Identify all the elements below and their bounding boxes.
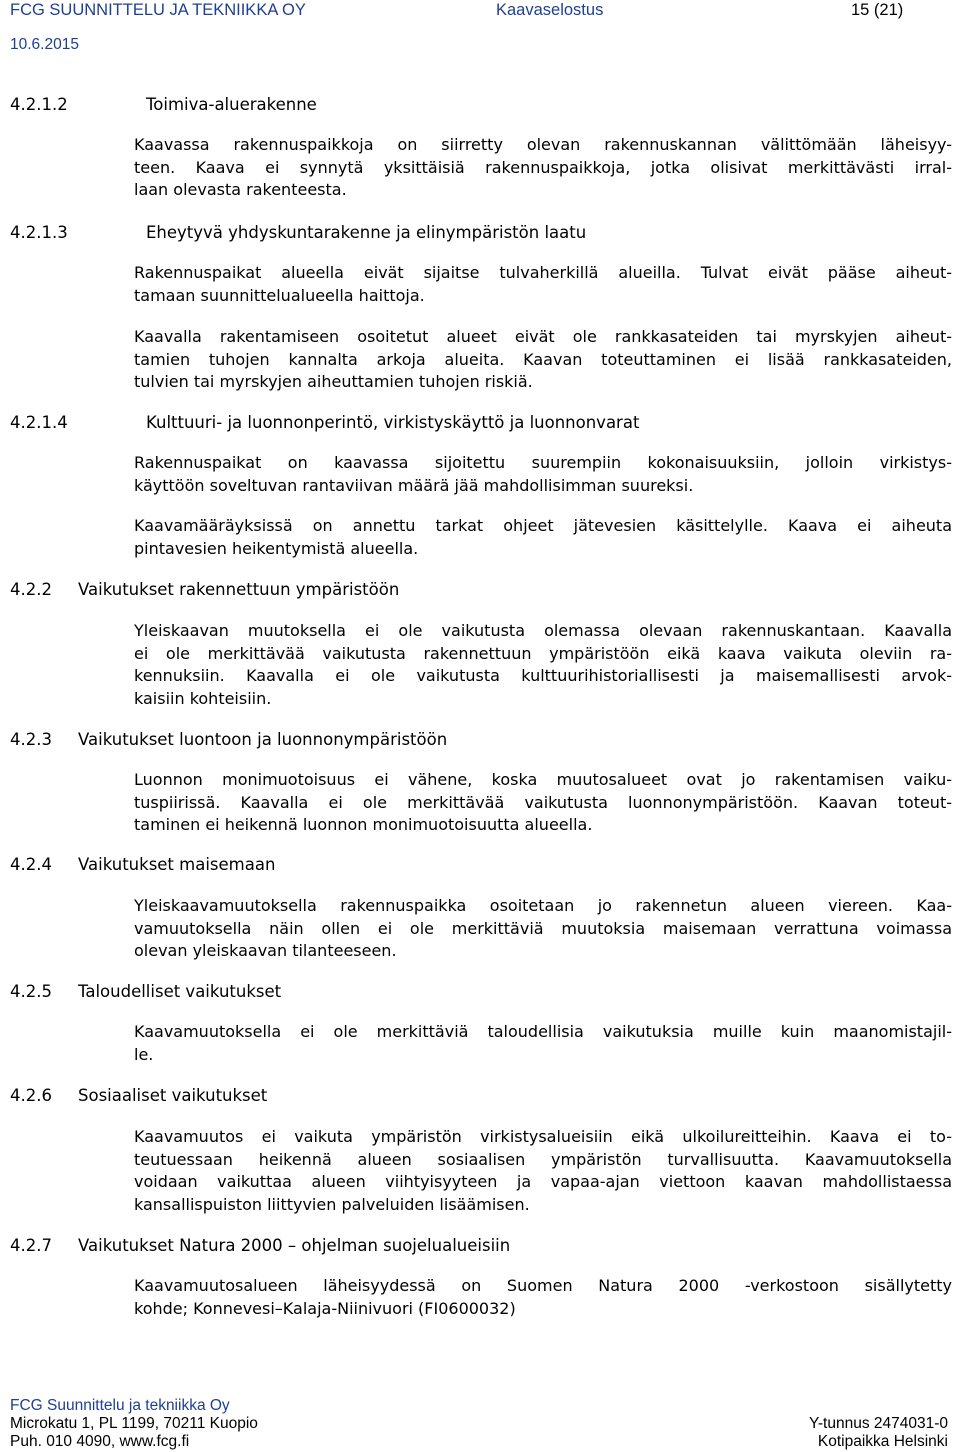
header-page-number: 15 (21) — [851, 1, 904, 19]
section-title: Toimiva-aluerakenne — [146, 95, 317, 114]
text-line: kansallispuiston liittyvien palveluiden lisäämisen. — [134, 1194, 530, 1214]
text-line: tamaan suunnittelualueella haittoja. — [134, 285, 425, 305]
text-line: teen. Kaava ei synnytä yksittäisiä rakennuspaikkoja, jotka olisivat merkittävästi irral- — [134, 157, 952, 177]
section-number: 4.2.4 — [10, 855, 52, 874]
footer-phone: Puh. 010 4090, www.fcg.fi — [10, 1433, 190, 1450]
header-doc-type: Kaavaselostus — [496, 1, 604, 19]
text-line: Yleiskaavamuutoksella rakennuspaikka osoitetaan jo rakennetun alueen viereen. Kaa- — [134, 896, 952, 915]
text-line: kaisiin kohteisiin. — [134, 688, 272, 708]
section-number: 4.2.3 — [10, 730, 52, 749]
text-line: vamuutoksella näin ollen ei ole merkittäviä muutoksia maisemaan verrattuna voimassa — [134, 918, 952, 938]
text-line: Kaavamuutos ei vaikuta ympäristön virkistysalueisiin eikä ulkoilureitteihin. Kaava ei to- — [134, 1127, 952, 1146]
text-line: ei ole merkittävää vaikutusta rakennettuun ympäristöön eikä kaava vaikuta oleviin ra- — [134, 643, 952, 663]
footer-domicile: Kotipaikka Helsinki — [817, 1433, 948, 1450]
section-title: Vaikutukset rakennettuun ympäristöön — [78, 580, 400, 599]
section-number: 4.2.1.2 — [10, 95, 68, 114]
section-number: 4.2.2 — [10, 580, 52, 599]
text-line: kennuksiin. Kaavalla ei ole vaikutusta kulttuurihistoriallisesti ja maisemallisesti arvok- — [134, 666, 952, 685]
text-line: Kaavalla rakentamiseen osoitetut alueet eivät ole rankkasateiden tai myrskyjen aiheut- — [134, 327, 952, 346]
paragraph — [134, 134, 952, 202]
paragraph — [134, 1275, 952, 1320]
text-line: käyttöön soveltuvan rantaviivan määrä jää mahdollisimman suureksi. — [134, 475, 694, 495]
paragraph — [134, 452, 952, 497]
footer-address: Microkatu 1, PL 1199, 70211 Kuopio — [10, 1415, 258, 1432]
text-line: Kaavassa rakennuspaikkoja on siirretty olevan rakennuskannan välittömään läheisyy- — [134, 135, 952, 154]
text-line: taminen ei heikennä luonnon monimuotoisuutta alueella. — [134, 815, 593, 834]
text-line: olevan yleiskaavan tilanteeseen. — [134, 941, 397, 960]
section-title: Vaikutukset maisemaan — [78, 855, 276, 874]
text-line: Rakennuspaikat on kaavassa sijoitettu suurempiin kokonaisuuksiin, jolloin virkistys- — [134, 453, 952, 472]
paragraph — [134, 1021, 952, 1066]
header-date: 10.6.2015 — [10, 36, 79, 53]
text-line: Yleiskaavan muutoksella ei ole vaikutusta olemassa olevaan rakennuskantaan. Kaavalla — [134, 621, 952, 640]
section-number: 4.2.7 — [10, 1236, 52, 1255]
text-line: Kaavamuutoksella ei ole merkittäviä taloudellisia vaikutuksia muille kuin maanomistajil- — [134, 1022, 952, 1041]
paragraph — [134, 620, 952, 710]
section-title: Taloudelliset vaikutukset — [78, 982, 282, 1001]
section-title: Vaikutukset Natura 2000 – ohjelman suojelualueisiin — [78, 1236, 511, 1255]
section-title: Sosiaaliset vaikutukset — [78, 1086, 268, 1105]
paragraph — [134, 769, 952, 837]
section-title: Vaikutukset luontoon ja luonnonympäristöön — [78, 730, 448, 749]
paragraph — [134, 895, 952, 963]
text-line: tuspiirissä. Kaavalla ei ole merkittävää vaikutusta luonnonympäristöön. Kaavan toteut- — [134, 792, 952, 812]
text-line: kohde; Konnevesi–Kalaja-Niinivuori (FI0600032) — [134, 1298, 516, 1318]
paragraph — [134, 262, 952, 307]
section-number: 4.2.5 — [10, 982, 52, 1001]
text-line: Kaavamääräyksissä on annettu tarkat ohjeet jätevesien käsittelylle. Kaava ei aiheuta — [134, 516, 952, 535]
section-number: 4.2.6 — [10, 1086, 52, 1105]
section-title: Eheytyvä yhdyskuntarakenne ja elinympäristön laatu — [146, 223, 587, 242]
footer-business-id: Y-tunnus 2474031-0 — [808, 1415, 948, 1432]
text-line: le. — [134, 1044, 154, 1064]
text-line: laan olevasta rakenteesta. — [134, 180, 347, 199]
text-line: Luonnon monimuotoisuus ei vähene, koska muutosalueet ovat jo rakentamisen vaiku- — [134, 770, 952, 789]
text-line: tamien tuhojen kannalta arkoja alueita. Kaavan toteuttaminen ei lisää rankkasateiden, — [134, 349, 952, 369]
paragraph — [134, 326, 952, 394]
text-line: Kaavamuutosalueen läheisyydessä on Suomen Natura 2000 -verkostoon sisällytetty — [134, 1276, 952, 1295]
section-number: 4.2.1.4 — [10, 413, 68, 432]
section-title: Kulttuuri- ja luonnonperintö, virkistyskäyttö ja luonnonvarat — [146, 413, 640, 432]
header-company: FCG SUUNNITTELU JA TEKNIIKKA OY — [10, 1, 306, 19]
footer-company: FCG Suunnittelu ja tekniikka Oy — [10, 1397, 230, 1414]
paragraph — [134, 515, 952, 560]
text-line: teutuessaan heikennä alueen sosiaalisen ympäristön turvallisuutta. Kaavamuutoksella — [134, 1149, 952, 1169]
paragraph — [134, 1126, 952, 1216]
text-line: voidaan vaikuttaa alueen viihtyisyyteen ja vapaa-ajan viettoon kaavan mahdollistaessa — [134, 1172, 952, 1191]
text-line: pintavesien heikentymistä alueella. — [134, 538, 419, 558]
section-number: 4.2.1.3 — [10, 223, 68, 242]
text-line: Rakennuspaikat alueella eivät sijaitse tulvaherkillä alueilla. Tulvat eivät pääse aiheut- — [134, 263, 952, 282]
text-line: tulvien tai myrskyjen aiheuttamien tuhojen riskiä. — [134, 372, 533, 391]
